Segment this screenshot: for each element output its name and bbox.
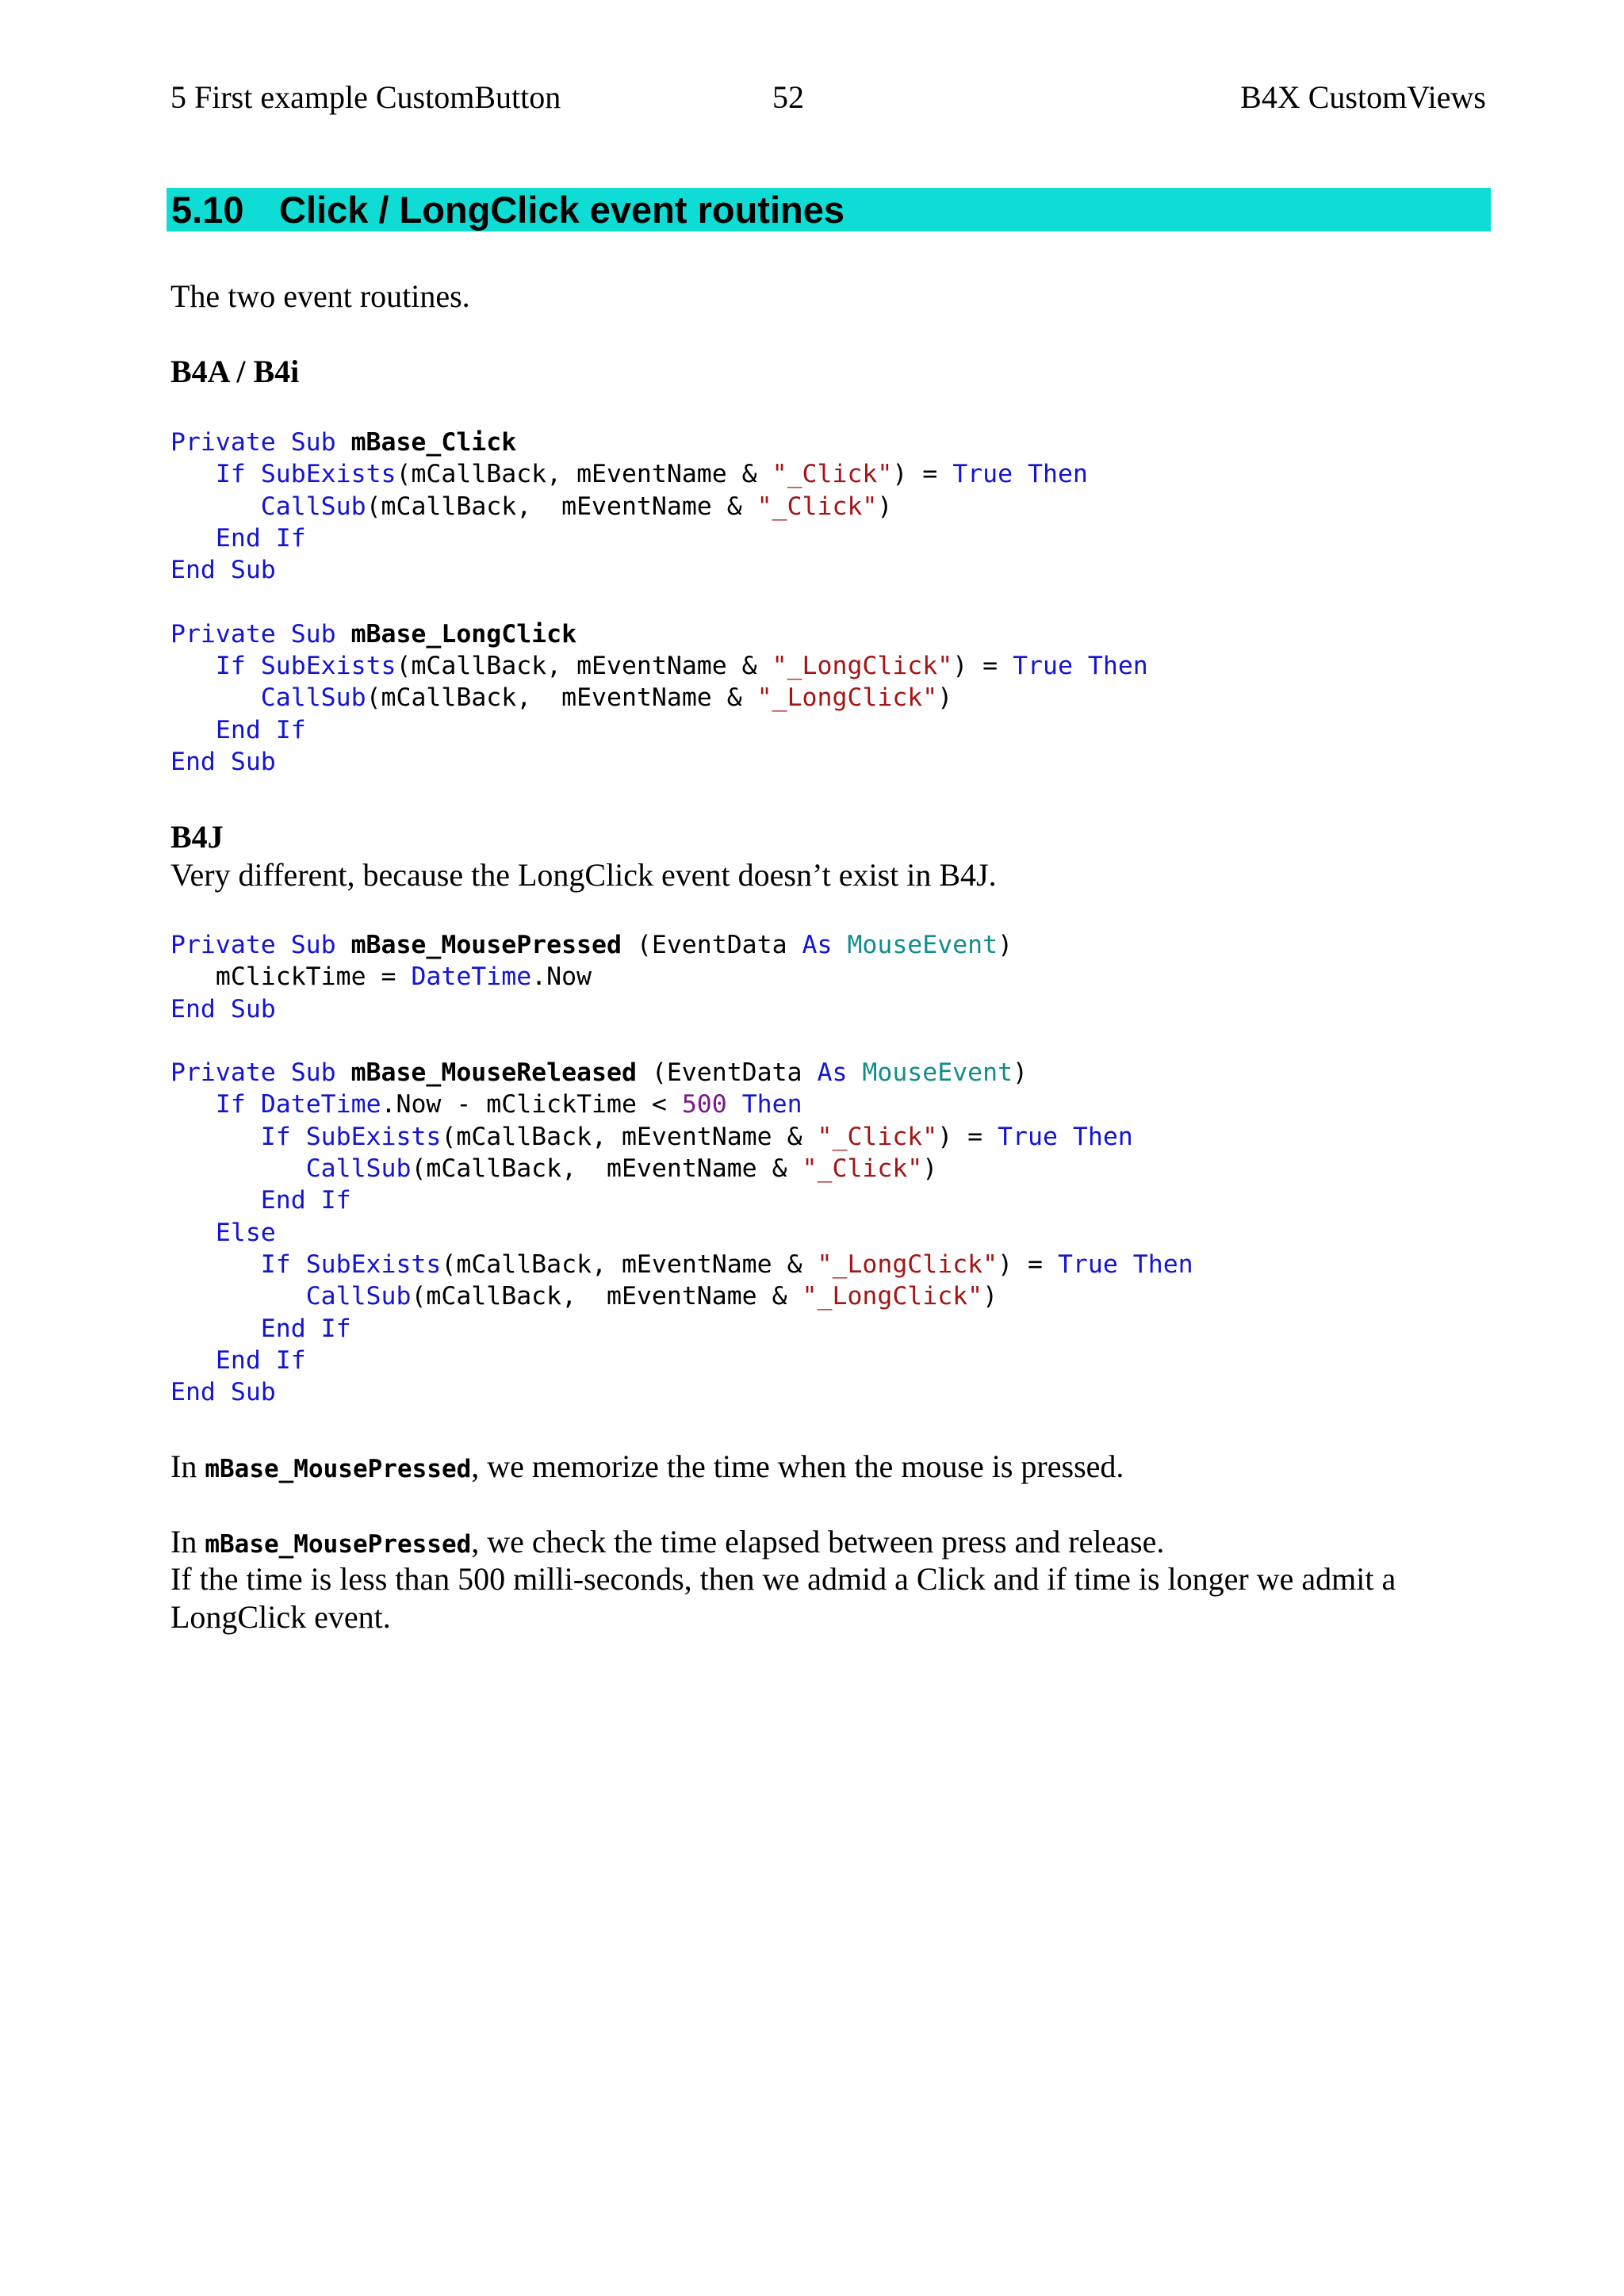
code-token: mBase_MousePressed: [350, 931, 622, 959]
code-token: Private Sub: [170, 1058, 351, 1088]
explain2-prefix: In: [170, 1524, 205, 1559]
explanation-line-3: If the time is less than 500 milli-seconds, then we admid a Click and if time is longer we admit a: [170, 1561, 1396, 1597]
explanation-paragraph-2: [170, 1523, 1164, 1563]
code-block-b4j: [170, 929, 1193, 1408]
code-line: [170, 1249, 1193, 1280]
section-title: Click / LongClick event routines: [279, 189, 845, 231]
explanation-paragraph-1: [170, 1448, 1124, 1488]
code-token: (mCallBack, mEventName &: [366, 492, 757, 521]
code-token: mBase_MouseReleased: [350, 1058, 637, 1088]
intro-paragraph: The two event routines.: [170, 278, 470, 314]
code-token: [170, 1154, 306, 1183]
code-token: (mCallBack, mEventName &: [411, 1154, 802, 1184]
code-token: [170, 1090, 216, 1119]
code-token: mBase_LongClick: [350, 619, 577, 649]
code-line: [170, 1025, 1193, 1057]
code-token: End Sub: [170, 994, 276, 1024]
code-token: "_Click": [817, 1122, 938, 1151]
code-token: "_LongClick": [817, 1249, 998, 1279]
code-token: "_LongClick": [772, 652, 953, 681]
code-line: [170, 1345, 1193, 1376]
code-token: (mCallBack, mEventName &: [441, 1249, 818, 1279]
code-line: [170, 714, 1148, 746]
code-token: [170, 683, 261, 712]
code-line: [170, 650, 1148, 682]
code-token: "_LongClick": [756, 683, 938, 713]
code-token: DateTime: [411, 962, 532, 992]
code-token: [170, 1346, 216, 1375]
code-token: ) =: [892, 460, 953, 489]
code-token: End If: [260, 1314, 351, 1343]
code-token: "_Click": [756, 492, 878, 521]
code-line: [170, 1376, 1193, 1408]
code-line: [170, 1057, 1193, 1089]
code-line: [170, 1217, 1193, 1249]
header-chapter: 5 First example CustomButton: [170, 79, 561, 115]
code-token: As: [802, 931, 848, 959]
code-token: [170, 716, 216, 744]
code-token: If: [260, 1122, 306, 1151]
code-token: "_Click": [772, 460, 893, 489]
code-token: SubExists: [260, 460, 396, 489]
section-heading: [167, 188, 1491, 232]
code-token: End If: [260, 1186, 351, 1215]
section-number: 5.10: [171, 189, 244, 231]
code-token: End Sub: [170, 556, 276, 585]
code-line: [170, 491, 1148, 522]
code-token: [170, 1186, 261, 1215]
code-token: [170, 1282, 306, 1311]
code-token: (mCallBack, mEventName &: [366, 683, 757, 713]
code-line: [170, 618, 1148, 650]
code-token: ): [1013, 1058, 1028, 1088]
inline-code: mBase_MousePressed: [205, 1455, 472, 1483]
code-token: Private Sub: [170, 931, 351, 959]
code-token: If: [215, 460, 261, 489]
code-token: True Then: [1013, 652, 1148, 681]
code-block-b4a: [170, 427, 1148, 778]
explain1-prefix: In: [170, 1448, 205, 1484]
code-token: [170, 1314, 261, 1343]
code-token: True Then: [1057, 1249, 1193, 1279]
code-token: ): [998, 931, 1013, 959]
code-line: [170, 1313, 1193, 1345]
code-token: "_LongClick": [802, 1282, 983, 1311]
explain2-suffix: , we check the time elapsed between press and release.: [471, 1524, 1165, 1559]
explanation-line-4: LongClick event.: [170, 1599, 391, 1635]
code-token: .Now: [531, 962, 592, 992]
code-token: If: [215, 652, 261, 681]
code-token: (mCallBack, mEventName &: [396, 460, 772, 489]
code-token: MouseEvent: [847, 931, 998, 959]
code-token: Then: [726, 1090, 802, 1119]
code-token: CallSub: [260, 683, 366, 713]
b4a-heading: B4A / B4i: [170, 354, 300, 389]
code-token: SubExists: [305, 1249, 442, 1279]
code-token: Private Sub: [170, 428, 351, 457]
header-book-title: B4X CustomViews: [1240, 79, 1486, 115]
code-token: mBase_Click: [350, 428, 517, 457]
code-token: CallSub: [260, 492, 366, 521]
code-token: ): [937, 683, 953, 713]
code-line: [170, 1184, 1193, 1216]
code-line: [170, 1121, 1193, 1153]
b4j-note: Very different, because the LongClick event doesn’t exist in B4J.: [170, 857, 997, 893]
code-token: MouseEvent: [862, 1058, 1013, 1088]
code-token: (mCallBack, mEventName &: [411, 1282, 802, 1311]
inline-code: mBase_MousePressed: [205, 1530, 472, 1559]
code-token: ) =: [998, 1249, 1058, 1279]
code-line: [170, 427, 1148, 458]
code-token: True Then: [998, 1122, 1133, 1151]
code-token: 500: [681, 1090, 727, 1119]
code-token: End If: [215, 1345, 306, 1375]
code-token: .Now - mClickTime <: [381, 1090, 682, 1119]
code-token: "_Click": [802, 1154, 923, 1184]
code-token: ): [922, 1154, 938, 1184]
code-line: [170, 993, 1193, 1025]
code-token: As: [817, 1058, 863, 1088]
code-line: [170, 1280, 1193, 1312]
code-token: True Then: [952, 460, 1088, 489]
code-token: End If: [215, 523, 306, 553]
code-line: [170, 746, 1148, 778]
code-token: (EventData: [621, 931, 802, 959]
code-token: End If: [215, 715, 306, 744]
code-line: [170, 682, 1148, 714]
explain1-suffix: , we memorize the time when the mouse is pressed.: [471, 1448, 1124, 1484]
code-line: [170, 1089, 1193, 1120]
code-token: If: [215, 1090, 261, 1119]
code-token: mClickTime =: [170, 962, 412, 992]
b4j-heading: B4J: [170, 819, 224, 855]
code-line: [170, 1153, 1193, 1184]
code-token: Else: [215, 1218, 276, 1247]
code-token: If: [260, 1249, 306, 1279]
code-line: [170, 458, 1148, 490]
code-token: [170, 1219, 216, 1247]
code-token: [170, 524, 216, 553]
code-line: [170, 522, 1148, 554]
code-token: [170, 460, 216, 488]
code-line: [170, 554, 1148, 586]
code-token: Private Sub: [170, 619, 351, 649]
code-line: [170, 929, 1193, 961]
code-line: [170, 961, 1193, 993]
code-token: (mCallBack, mEventName &: [396, 652, 772, 681]
code-token: [170, 652, 216, 680]
code-line: [170, 586, 1148, 618]
code-token: ) =: [937, 1122, 998, 1151]
code-token: ) =: [952, 652, 1013, 681]
code-token: CallSub: [305, 1154, 412, 1184]
code-token: (mCallBack, mEventName &: [441, 1122, 818, 1151]
code-token: ): [982, 1282, 998, 1311]
code-token: [170, 1123, 261, 1151]
code-token: DateTime: [260, 1090, 381, 1119]
code-token: SubExists: [260, 652, 396, 681]
code-token: (EventData: [636, 1058, 818, 1088]
page-number: 52: [772, 79, 804, 115]
code-token: ): [877, 492, 893, 521]
code-token: CallSub: [305, 1282, 412, 1311]
code-token: End Sub: [170, 1378, 276, 1407]
code-token: [170, 1250, 261, 1279]
code-token: End Sub: [170, 747, 276, 776]
code-token: [170, 492, 261, 521]
code-token: SubExists: [305, 1122, 442, 1151]
